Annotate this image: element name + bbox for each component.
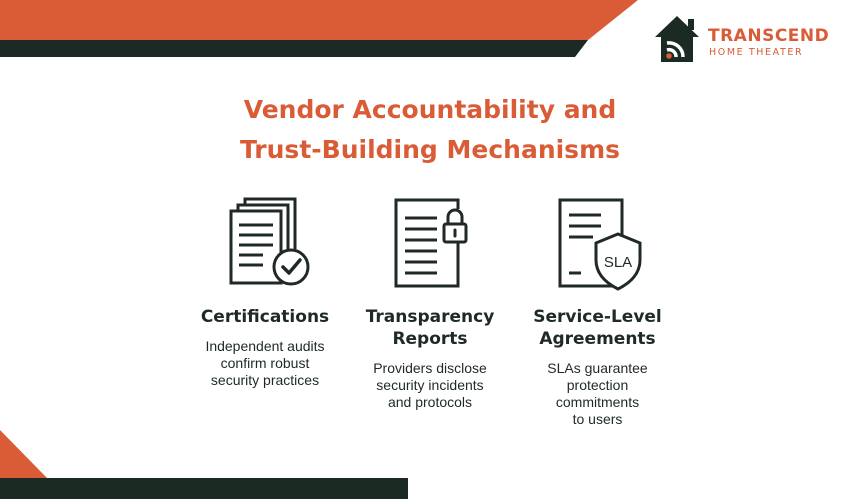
brand-name: TRANSCEND — [708, 26, 830, 46]
feature-title-line: Transparency — [365, 307, 495, 327]
feature-description-line: security practices — [210, 372, 320, 388]
page-title — [130, 90, 730, 170]
title-line-1: Vendor Accountability and — [243, 95, 617, 124]
sla-shield-document-icon — [550, 196, 646, 292]
feature-description-line: Independent audits — [205, 338, 325, 354]
feature-certifications — [185, 196, 345, 389]
feature-title-line: Service-Level — [533, 307, 662, 327]
locked-report-icon — [382, 196, 478, 292]
feature-title — [515, 306, 680, 350]
feature-description — [185, 338, 345, 389]
feature-description-line: to users — [572, 411, 623, 427]
brand-logo — [652, 10, 830, 70]
bottom-orange-corner — [0, 430, 47, 478]
top-orange-band — [0, 0, 638, 40]
feature-description-line: Providers disclose — [373, 360, 487, 376]
top-dark-band — [0, 40, 588, 57]
feature-title — [185, 306, 345, 328]
feature-service-level-agreements — [515, 196, 680, 428]
feature-description-line: commitments — [555, 394, 640, 410]
feature-title-line: Agreements — [539, 329, 656, 349]
brand-tagline: HOME THEATER — [709, 47, 804, 58]
title-line-2: Trust-Building Mechanisms — [240, 135, 620, 164]
feature-description — [515, 360, 680, 428]
feature-description-line: SLAs guarantee — [547, 360, 648, 376]
shield-label: SLA — [603, 254, 632, 271]
feature-title-line: Reports — [392, 329, 468, 349]
feature-description-line: security incidents — [376, 377, 484, 393]
feature-description-line: and protocols — [387, 394, 473, 410]
certificate-stack-icon — [217, 196, 313, 292]
feature-description-line: protection — [566, 377, 629, 393]
feature-title-line: Certifications — [200, 307, 330, 327]
feature-description — [350, 360, 510, 411]
feature-title — [350, 306, 510, 350]
feature-description-line: confirm robust — [220, 355, 310, 371]
house-wifi-icon — [652, 12, 706, 66]
feature-transparency-reports — [350, 196, 510, 411]
bottom-dark-band — [0, 478, 408, 499]
